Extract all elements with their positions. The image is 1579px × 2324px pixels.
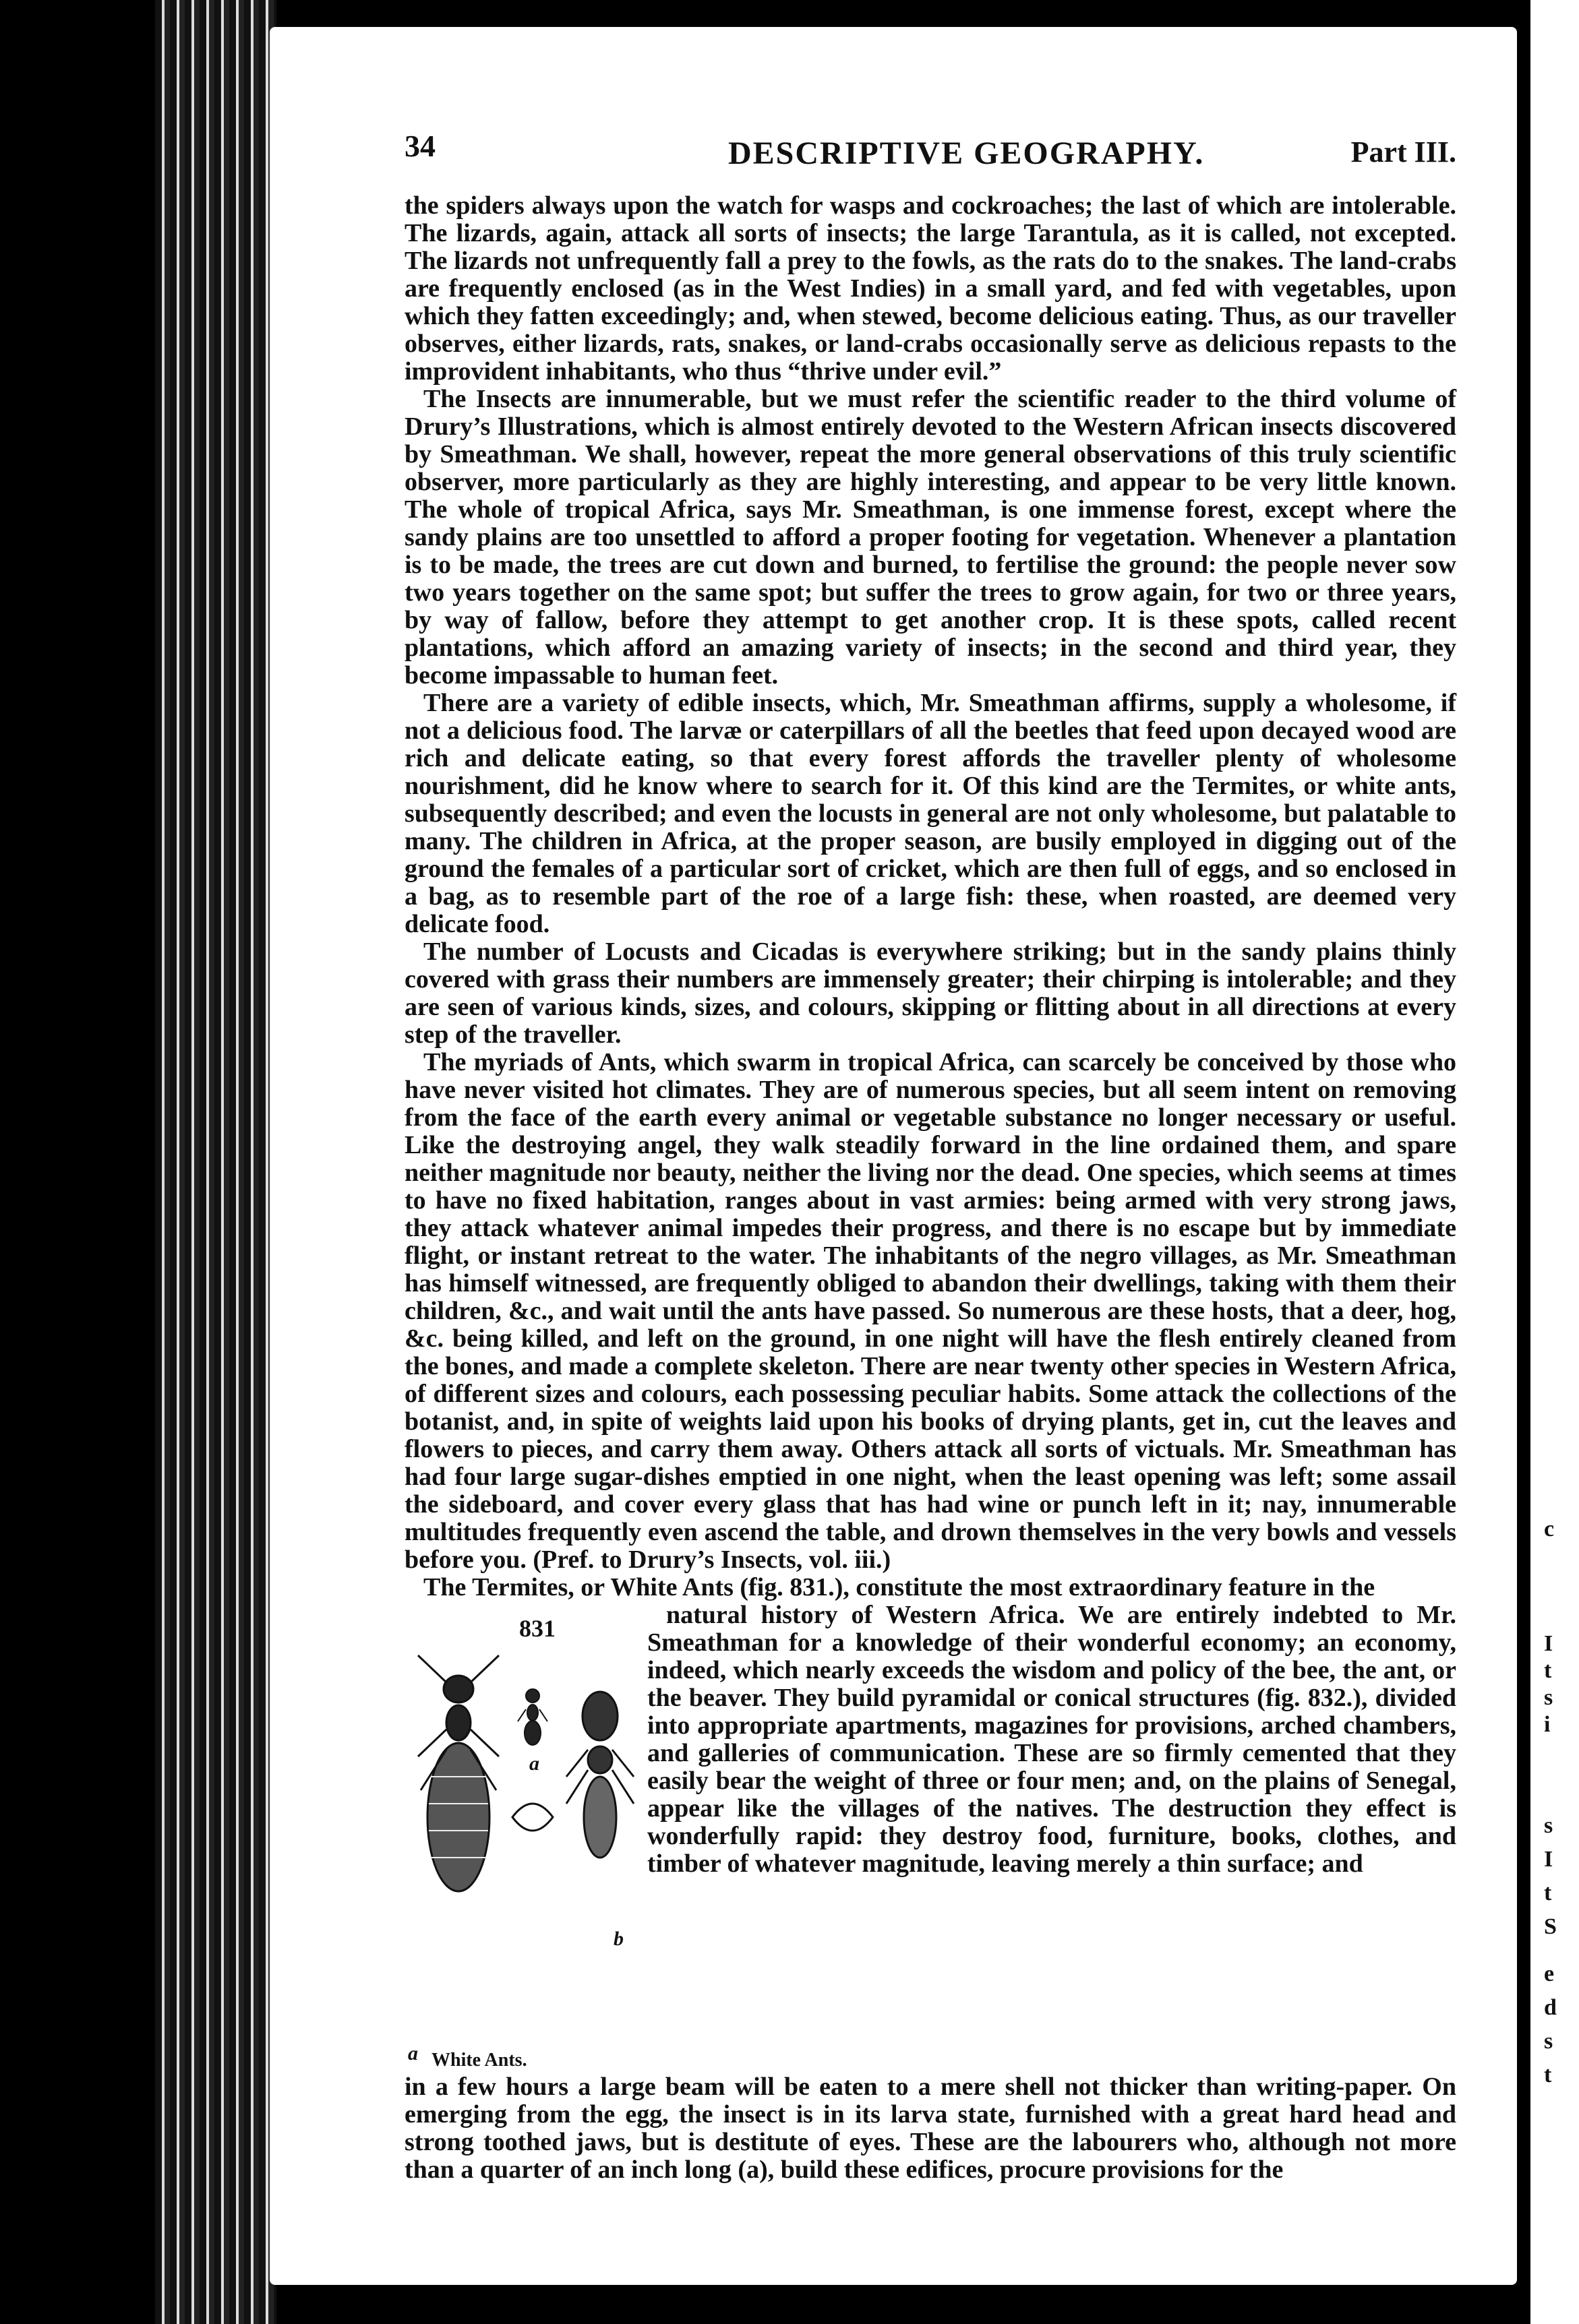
paragraph: The myriads of Ants, which swarm in tropical Africa, can scarcely be conceived by those who have never visited hot climates. They are of numerous species, but all seem intent on removing from the face of the earth every animal or vegetable substance no longer necessary or useful. Like the destroying angel, they walk steadily forward in the line ordained them, and spare neither magnitude nor beauty, neither the living nor the dead. One species, which seems at times to have no fixed habitation, ranges about in vast armies: being armed with very strong jaws, they attack whatever animal impedes their progress, and there is no escape but by immediate flight, or instant retreat to the water. The inhabitants of the negro villages, as Mr. Smeathman has himself witnessed, are frequently obliged to abandon their dwellings, taking with them their children, &c., and wait until the ants have passed. So numerous are these hosts, that a deer, hog, &c. being killed, and left on the ground, in one night will have the flesh entirely cleaned from the bones, and made a complete skeleton. There are near twenty other species in Western Africa, of different sizes and colours, each possessing peculiar habits. Some attack the collections of the botanist, and, in spite of weights laid upon his books of drying plants, get in, cut the leaves and flowers to pieces, and carry them away. Others attack all sorts of victuals. Mr. Smeathman has had four large sugar-dishes emptied in one night, when the least opening was left; some assail the sideboard, and cover every glass that has had wine or punch left in it; nay, innumerable multitudes frequently even ascend the table, and drown themselves in the very bowls and vessels before you. (Pref. to Drury’s Insects, vol. iii.) — [405, 1048, 1456, 1574]
margin-fragment: s — [1544, 2029, 1553, 2054]
margin-fragment: t — [1544, 1880, 1552, 1905]
margin-fragment: t — [1544, 2062, 1552, 2087]
page-number: 34 — [405, 129, 436, 163]
part-label: Part III. — [1350, 135, 1456, 169]
margin-fragment: i — [1544, 1712, 1551, 1737]
paragraph: The Insects are innumerable, but we must refer the scientific reader to the third volume of Drury’s Illustrations, which is almost entirely devoted to the Western African insects discovered by Smeathman. We shall, however, repeat the more general observations of this truly scientific observer, more particularly as they are highly interesting, and appear to be very little known. The whole of tropical Africa, says Mr. Smeathman, is one immense forest, except where the sandy plains are too unsettled to afford a proper footing for vegetation. Whenever a plantation is to be made, the trees are cut down and burned, to fertilise the ground: the people never sow two years together on the same spot; but suffer the trees to grow again, for two or three years, by way of fallow, before they attempt to get another crop. It is these spots, called recent plantations, which afford an amazing variety of insects; in the second and third year, they become impassable to human feet. — [405, 385, 1456, 690]
margin-fragment: d — [1544, 1995, 1557, 2020]
figure-label-b: b — [614, 1928, 624, 1950]
margin-fragment: I — [1544, 1631, 1553, 1656]
margin-fragment: e — [1544, 1961, 1555, 1986]
margin-fragment: c — [1544, 1517, 1555, 1541]
paragraph-wrap: natural history of Western Africa. We are entirely indebted to Mr. Smeathman for a knowledge of their wonderful economy; an economy, indeed, which nearly exceeds the wisdom and policy of the bee, the ant, or the beaver. They build pyramidal or conical structures (fig. 832.), divided into appropriate apartments, magazines for provisions, arched chambers, and galleries of communication. These are so firmly cemented that they easily bear the weight of three or four men; and, on the plains of Senegal, appear like the villages of the natives. The destruction they effect is wonderfully rapid: they destroy food, furniture, books, clothes, and timber of whatever magnitude, leaving merely a thin surface; and — [647, 1601, 1456, 1878]
figure-number: 831 — [519, 1615, 556, 1642]
figure-831-block — [405, 1601, 1456, 2073]
margin-fragment: t — [1544, 1658, 1552, 1683]
paragraph: in a few hours a large beam will be eaten to a mere shell not thicker than writing-paper. On emerging from the egg, the insect is in its larva state, furnished with a great hard head and strong toothed jaws, but is destitute of eyes. These are the labourers who, although not more than a quarter of an inch long (a), build these edifices, procure provisions for the — [405, 2073, 1456, 2184]
running-header — [405, 121, 1470, 169]
margin-fragment: s — [1544, 1685, 1553, 1710]
white-ants-illustration — [405, 1615, 647, 2046]
margin-fragment: I — [1544, 1847, 1553, 1872]
body-text — [405, 192, 1456, 2184]
figure-caption: White Ants. — [431, 2050, 527, 2071]
facing-page-strip — [1530, 0, 1579, 2324]
paragraph: There are a variety of edible insects, which, Mr. Smeathman affirms, supply a wholesome, if not a delicious food. The larvæ or caterpillars of all the beetles that feed upon decayed wood are rich and delicate eating, so that every forest affords the traveller plenty of wholesome nourishment, did he know where to search for it. Of this kind are the Termites, or white ants, subsequently described; and even the locusts in general are not only wholesome, but palatable to many. The children in Africa, at the proper season, are busily employed in digging out of the ground the females of a particular sort of cricket, which are then full of eggs, and so enclosed in a bag, as to resemble part of the roe of a large fish: these, when roasted, are deemed very delicate food. — [405, 689, 1456, 938]
paragraph: the spiders always upon the watch for wasps and cockroaches; the last of which are intolerable. The lizards, again, attack all sorts of insects; the large Tarantula, as it is called, not excepted. The lizards not unfrequently fall a prey to the fowls, as the rats do to the snakes. The land-crabs are frequently enclosed (as in the West Indies) in a small yard, and fed with vegetables, upon which they fatten exceedingly; and, when stewed, become delicious eating. Thus, as our traveller observes, either lizards, rats, snakes, or land-crabs occasionally serve as delicious repasts to the improvident inhabitants, who thus “thrive under evil.” — [405, 191, 1456, 386]
figure-label-a: a — [529, 1752, 539, 1775]
margin-fragment: S — [1544, 1914, 1557, 1939]
figure-wrap-text — [647, 1601, 1456, 1878]
paragraph: The number of Locusts and Cicadas is everywhere striking; but in the sandy plains thinly covered with grass their numbers are immensely greater; their chirping is intolerable; and they are seen of various kinds, sizes, and colours, skipping or flitting about in all directions at every step of the traveller. — [405, 938, 1456, 1049]
running-title: DESCRIPTIVE GEOGRAPHY. — [728, 135, 1205, 171]
white-ants-figure — [405, 1615, 647, 2073]
book-edge — [155, 0, 276, 2324]
margin-fragment: s — [1544, 1813, 1553, 1838]
paragraph: The Termites, or White Ants (fig. 831.), constitute the most extraordinary feature in the — [423, 1573, 1375, 1601]
figure-label-a-bottom: a — [408, 2042, 418, 2065]
